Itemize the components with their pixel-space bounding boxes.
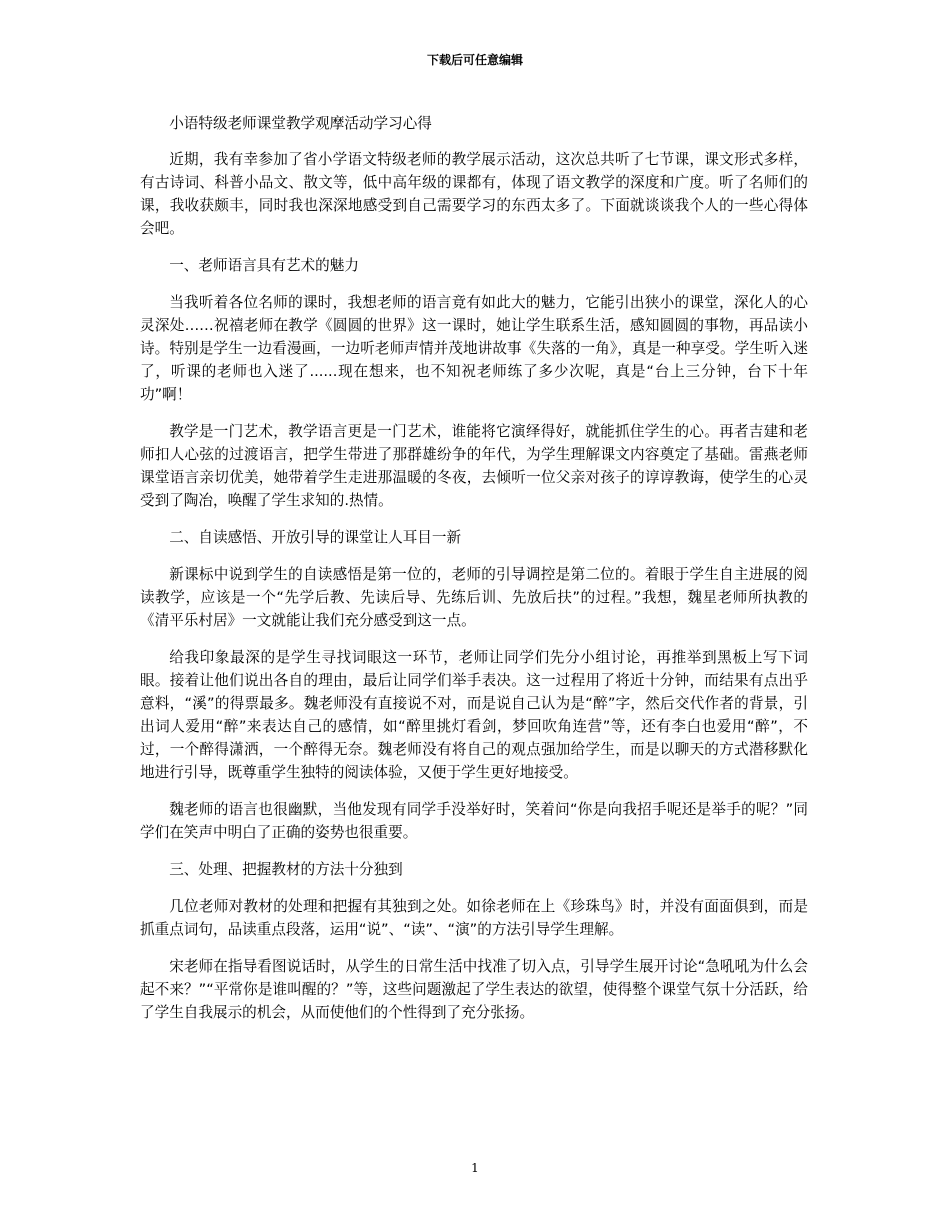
section2-paragraph-1: 新课标中说到学生的自读感悟是第一位的，老师的引导调控是第二位的。着眼于学生自主进展的阅读教学，应该是一个“先学后教、先读后导、先练后训、先放后扶”的过程。”我想，魏星老师所执教的《清平乐村居》一文就能让我们充分感受到这一点。 (140, 566, 808, 629)
section2-paragraph-2: 给我印象最深的是学生寻找词眼这一环节，老师让同学们先分小组讨论，再推举到黑板上写下词眼。接着让他们说出各自的理由，最后让同学们举手表决。这一过程用了将近十分钟，而结果有点出乎意料，“溪”的得票最多。魏老师没有直接说不对，而是说自己认为是“醉”字，然后交代作者的背景，引出词人爱用“醉”来表达自己的感情，如“醉里挑灯看剑，梦回吹角连营”等，还有李白也爱用“醉”，不过，一个醉得潇洒，一个醉得无奈。魏老师没有将自己的观点强加给学生，而是以聊天的方式潜移默化地进行引导，既尊重学生独特的阅读体验，又便于学生更好地接受。 (140, 649, 808, 781)
document-title: 小语特级老师课堂教学观摩活动学习心得 (169, 115, 432, 132)
section-heading-1: 一、老师语言具有艺术的魅力 (169, 257, 359, 274)
page-header: 下载后可任意编辑 (426, 53, 523, 67)
document-body (140, 112, 808, 1038)
section2-paragraph-3: 魏老师的语言也很幽默，当他发现有同学手没举好时，笑着问“你是向我招手呢还是举手的呢？”同学们在笑声中明白了正确的姿势也很重要。 (140, 801, 808, 841)
section1-paragraph-1: 当我听着各位名师的课时，我想老师的语言竟有如此大的魅力，它能引出狭小的课堂，深化人的心灵深处……祝禧老师在教学《圆圆的世界》这一课时，她让学生联系生活，感知圆圆的事物，再品读小诗。特别是学生一边看漫画，一边听老师声情并茂地讲故事《失落的一角》，真是一种享受。学生听入迷了，听课的老师也入迷了......现在想来，也不知祝老师练了多少次呢，真是“台上三分钟，台下十年功”啊！ (140, 294, 808, 403)
intro-paragraph: 近期，我有幸参加了省小学语文特级老师的教学展示活动，这次总共听了七节课，课文形式多样，有古诗词、科普小品文、散文等，低中高年级的课都有，体现了语文教学的深度和广度。听了名师们的课，我收获颇丰，同时我也深深地感受到自己需要学习的东西太多了。下面就谈谈我个人的一些心得体会吧。 (140, 151, 808, 237)
section-heading-3: 三、处理、把握教材的方法十分独到 (169, 861, 403, 878)
section3-paragraph-2: 宋老师在指导看图说话时，从学生的日常生活中找准了切入点，引导学生展开讨论“急吼吼为什么会起不来？”“平常你是谁叫醒的？”等，这些问题激起了学生表达的欲望，使得整个课堂气氛十分活跃，给了学生自我展示的机会，从而使他们的个性得到了充分张扬。 (140, 958, 808, 1021)
page-number: 1 (471, 1161, 479, 1175)
section1-paragraph-2: 教学是一门艺术，教学语言更是一门艺术，谁能将它演绎得好，就能抓住学生的心。再者吉建和老师扣人心弦的过渡语言，把学生带进了那群雄纷争的年代，为学生理解课文内容奠定了基础。雷燕老师课堂语言亲切优美，她带着学生走进那温暖的冬夜，去倾听一位父亲对孩子的谆谆教诲，使学生的心灵受到了陶冶，唤醒了学生求知的.热情。 (140, 423, 808, 509)
section3-paragraph-1: 几位老师对教材的处理和把握有其独到之处。如徐老师在上《珍珠鸟》时，并没有面面俱到，而是抓重点词句，品读重点段落，运用“说”、“读”、“演”的方法引导学生理解。 (140, 898, 808, 938)
section-heading-2: 二、自读感悟、开放引导的课堂让人耳目一新 (169, 529, 462, 546)
